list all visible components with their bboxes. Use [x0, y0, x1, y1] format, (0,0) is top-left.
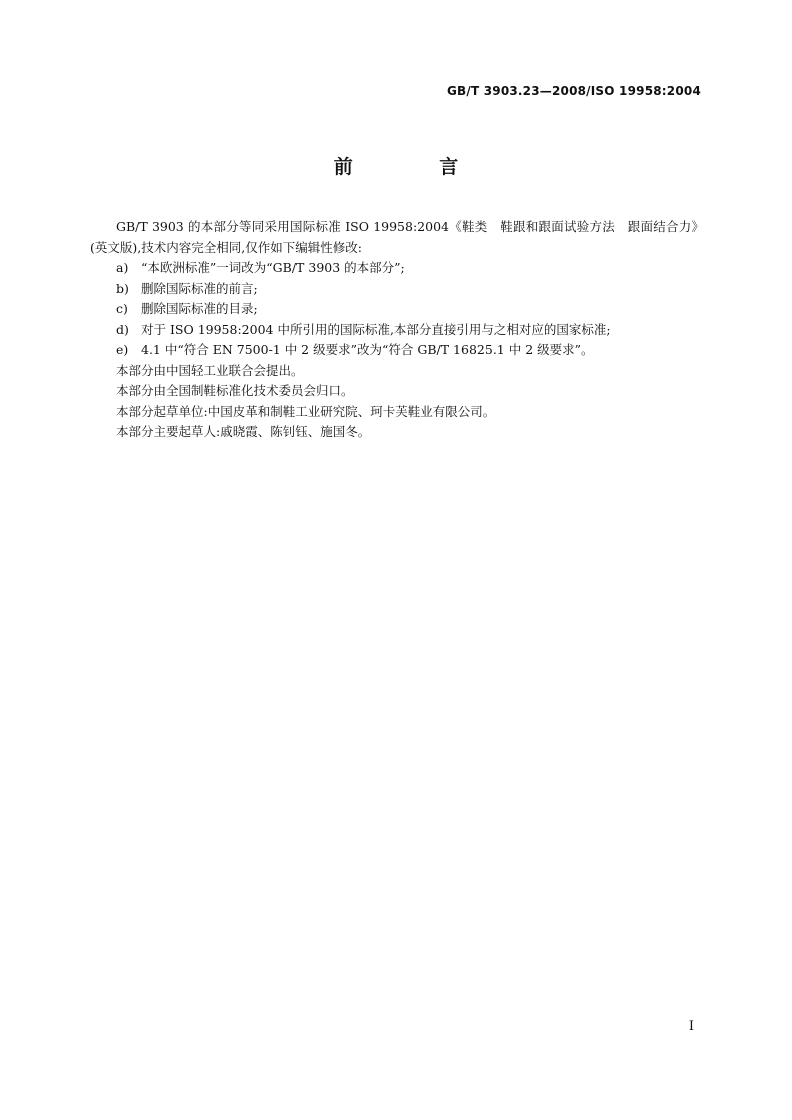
list-marker: d) [116, 321, 129, 337]
modification-list [90, 258, 704, 361]
list-marker: e) [116, 342, 129, 357]
list-item [90, 340, 704, 361]
intro-paragraph: GB/T 3903 的本部分等同采用国际标准 ISO 19958:2004《鞋类 鞋跟和跟面试验方法 跟面结合力》(英文版),技术内容完全相同,仅作如下编辑性修改: [90, 219, 704, 255]
list-item [90, 279, 704, 300]
list-item-text: 删除国际标准的目录; [141, 301, 258, 316]
list-item-text: 删除国际标准的前言; [141, 280, 258, 296]
drafters-statement: 本部分主要起草人:戚晓霞、陈钊钰、施国冬。 [116, 424, 371, 439]
list-item [90, 299, 704, 320]
list-item-text: “本欧洲标准”一词改为“GB/T 3903 的本部分”; [141, 260, 405, 275]
proposer-statement: 本部分由中国轻工业联合会提出。 [116, 362, 304, 378]
list-item-text: 对于 ISO 19958:2004 中所引用的国际标准,本部分直接引用与之相对应的国家标准; [141, 321, 611, 337]
list-marker: a) [116, 260, 129, 275]
list-item [90, 258, 704, 279]
list-item [90, 320, 704, 341]
standard-code: GB/T 3903.23—2008/ISO 19958:2004 [446, 84, 701, 98]
drafting-units-statement: 本部分起草单位:中国皮革和制鞋工业研究院、珂卡芙鞋业有限公司。 [116, 403, 496, 419]
page-title: 前 言 [333, 156, 499, 178]
list-marker: c) [116, 301, 128, 316]
list-item-text: 4.1 中“符合 EN 7500-1 中 2 级要求”改为“符合 GB/T 16825.1 中 2 级要求”。 [141, 342, 594, 357]
committee-statement: 本部分由全国制鞋标准化技术委员会归口。 [116, 383, 354, 398]
foreword-body [90, 217, 704, 443]
list-marker: b) [116, 280, 129, 296]
page-number: I [688, 1019, 694, 1034]
